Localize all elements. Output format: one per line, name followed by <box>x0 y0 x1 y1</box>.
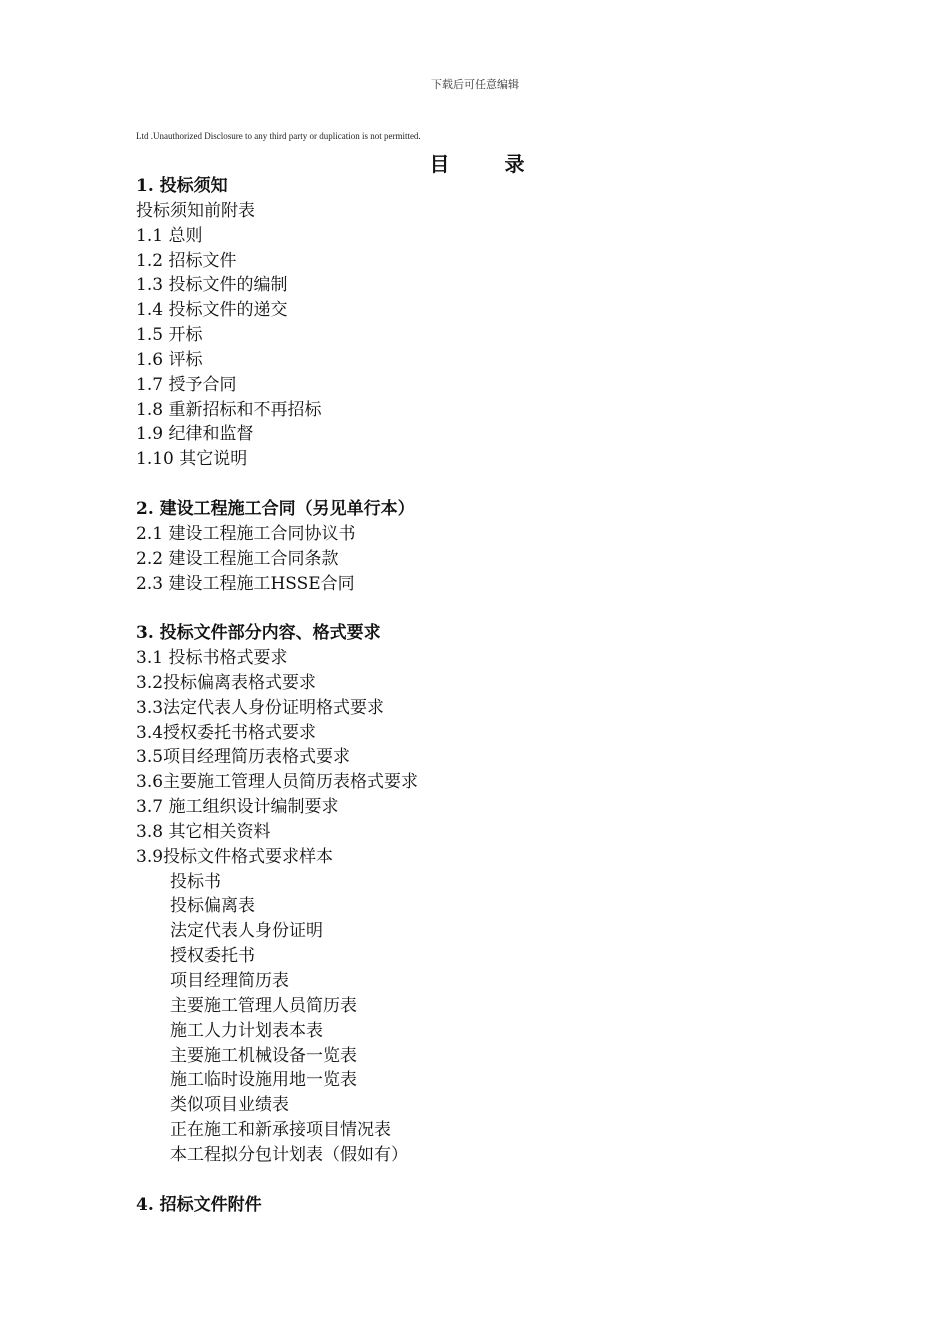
toc-item: 2.1 建设工程施工合同协议书 <box>136 523 356 544</box>
spacer <box>136 472 836 497</box>
toc-item: 1.7 授予合同 <box>136 374 237 395</box>
toc-item: 1.3 投标文件的编制 <box>136 275 288 296</box>
toc-item: 1.1 总则 <box>136 225 203 246</box>
toc-subitem: 投标书 <box>170 871 221 892</box>
toc-subitem: 本工程拟分包计划表（假如有） <box>170 1144 408 1165</box>
toc-subitem: 正在施工和新承接项目情况表 <box>170 1120 391 1141</box>
section-2-title: 2. 建设工程施工合同（另见单行本） <box>136 498 415 519</box>
toc-item: 投标须知前附表 <box>136 200 255 221</box>
toc-item: 1.8 重新招标和不再招标 <box>136 399 322 420</box>
toc-item: 3.5项目经理简历表格式要求 <box>136 747 351 768</box>
toc-item: 1.2 招标文件 <box>136 250 237 271</box>
toc-subitem: 主要施工机械设备一览表 <box>170 1045 357 1066</box>
table-of-contents <box>136 174 836 1217</box>
toc-item: 3.9投标文件格式要求样本 <box>136 846 334 867</box>
toc-item: 2.3 建设工程施工HSSE合同 <box>136 573 355 594</box>
toc-item: 1.10 其它说明 <box>136 449 248 470</box>
spacer <box>136 1168 836 1193</box>
toc-item: 1.5 开标 <box>136 325 203 346</box>
toc-subitem: 主要施工管理人员简历表 <box>170 995 357 1016</box>
toc-subitem: 投标偏离表 <box>170 896 255 917</box>
section-3-title: 3. 投标文件部分内容、格式要求 <box>136 623 381 644</box>
spacer <box>136 596 836 621</box>
toc-title: 目 录 <box>429 152 549 176</box>
toc-item: 3.6主要施工管理人员简历表格式要求 <box>136 772 419 793</box>
toc-item: 3.3法定代表人身份证明格式要求 <box>136 697 385 718</box>
toc-item: 3.4授权委托书格式要求 <box>136 722 317 743</box>
section-1-title: 1. 投标须知 <box>136 176 228 196</box>
toc-subitem: 施工人力计划表本表 <box>170 1020 323 1041</box>
toc-subitem: 法定代表人身份证明 <box>170 921 323 942</box>
toc-subitem: 施工临时设施用地一览表 <box>170 1070 357 1091</box>
toc-item: 2.2 建设工程施工合同条款 <box>136 548 339 569</box>
toc-item: 3.1 投标书格式要求 <box>136 648 288 669</box>
toc-subitem: 项目经理简历表 <box>170 971 289 991</box>
toc-item: 3.8 其它相关资料 <box>136 821 271 842</box>
toc-item: 1.9 纪律和监督 <box>136 424 254 445</box>
toc-subitem: 类似项目业绩表 <box>170 1095 289 1116</box>
section-4-title: 4. 招标文件附件 <box>136 1194 262 1215</box>
header-note: 下载后可任意编辑 <box>431 78 519 91</box>
toc-subitem: 授权委托书 <box>170 946 255 967</box>
toc-item: 3.2投标偏离表格式要求 <box>136 672 317 693</box>
toc-item: 3.7 施工组织设计编制要求 <box>136 797 339 818</box>
toc-item: 1.4 投标文件的递交 <box>136 300 288 321</box>
toc-item: 1.6 评标 <box>136 349 203 370</box>
disclaimer-text: Ltd .Unauthorized Disclosure to any third party or duplication is not permitted. <box>136 131 421 141</box>
